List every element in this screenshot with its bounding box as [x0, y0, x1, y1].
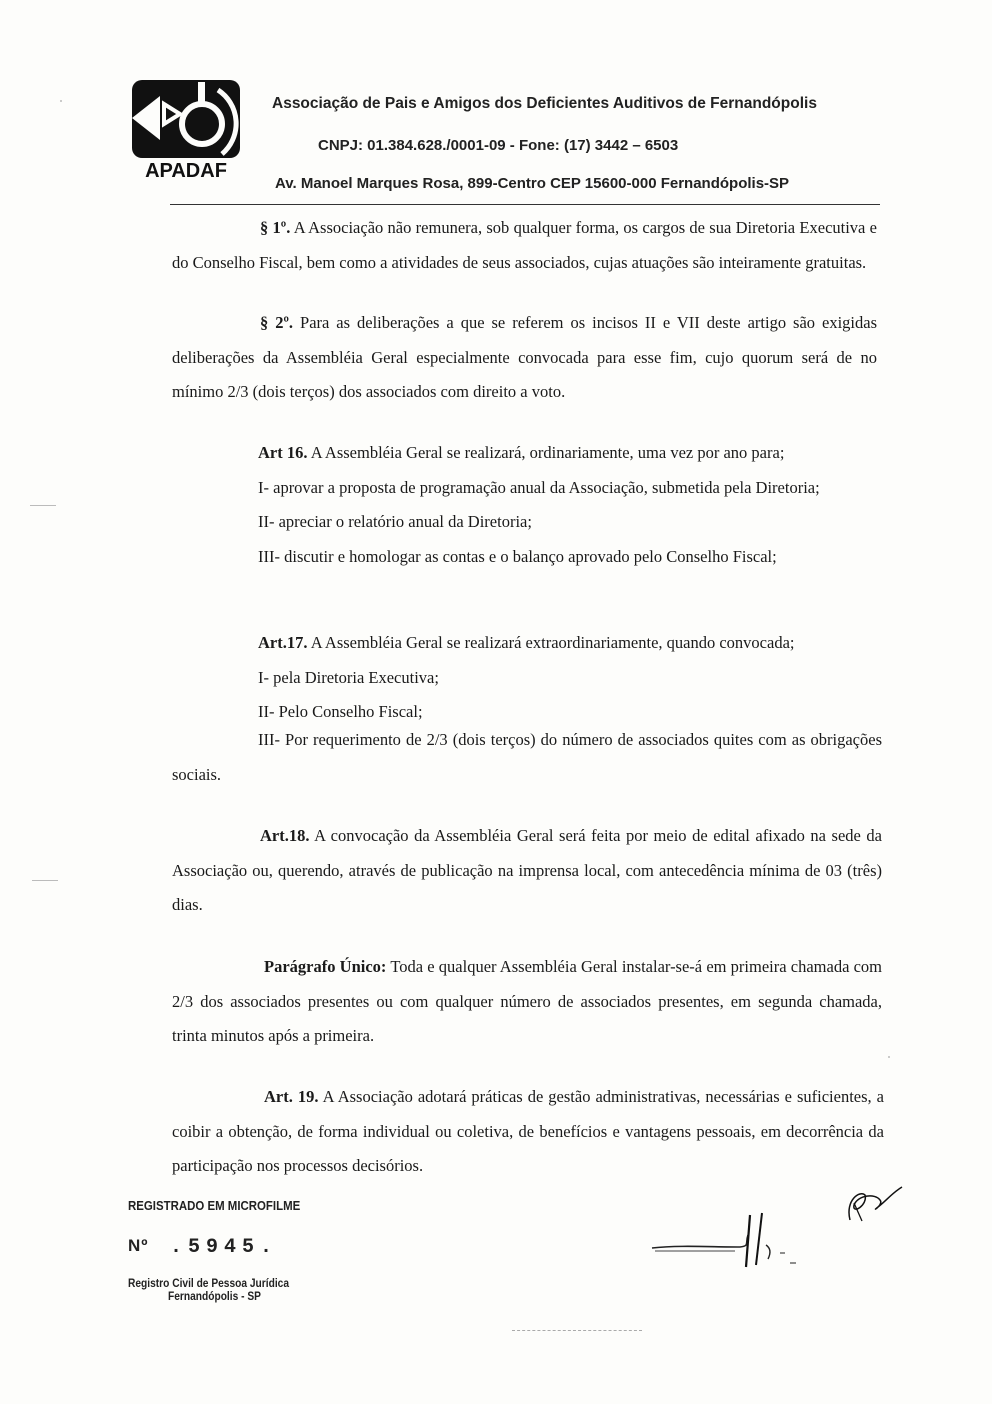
article-16 [258, 436, 883, 574]
stamp-number: .5945. [170, 1236, 279, 1259]
organization-name: Associação de Pais e Amigos dos Deficientes Auditivos de Fernandópolis [272, 95, 817, 112]
paragraph-2: § 2º. Para as deliberações a que se referem os incisos II e VII deste artigo são exigidas deliberações da Assembléia Geral especialmente convocada para esse fim, cujo quorum será de no mínimo 2/3 (dois terços) dos associados com direito a voto. [172, 313, 877, 401]
article-16-item-ii: II- apreciar o relatório anual da Diretoria; [258, 512, 532, 531]
header-divider [170, 204, 880, 205]
scan-mark [30, 505, 56, 506]
scan-mark [32, 880, 58, 881]
stamp-number-label: Nº [128, 1236, 149, 1255]
apadaf-logo [130, 78, 242, 180]
paragrafo-unico: Parágrafo Único: Toda e qualquer Assembléia Geral instalar-se-á em primeira chamada com 2/3 dos associados presentes ou com qualquer número de associados presentes, em segunda chamada, trinta minutos após a primeira. [172, 957, 882, 1045]
article-18: Art.18. A convocação da Assembléia Geral será feita por meio de edital afixado na sede da Associação ou, querendo, através de publicação na imprensa local, com antecedência mínima de 03 (três) dias. [172, 826, 882, 914]
bottom-dashed-line [512, 1330, 642, 1331]
scan-speck [888, 1056, 890, 1058]
article-17-item-ii: II- Pelo Conselho Fiscal; [258, 702, 423, 721]
article-17-heading: Art.17. A Assembléia Geral se realizará extraordinariamente, quando convocada; [258, 633, 795, 652]
svg-text:APADAF: APADAF [145, 160, 227, 180]
signature-mark [640, 1175, 910, 1270]
article-16-heading: Art 16. A Assembléia Geral se realizará, ordinariamente, uma vez por ano para; [258, 443, 785, 462]
cnpj-phone-line: CNPJ: 01.384.628./0001-09 - Fone: (17) 3442 – 6503 [318, 137, 679, 154]
article-17-item-iii: III- Por requerimento de 2/3 (dois terços) do número de associados quites com as obrigações sociais. [172, 730, 882, 784]
article-17 [258, 626, 883, 730]
article-19: Art. 19. A Associação adotará práticas de gestão administrativas, necessárias e suficientes, a coibir a obtenção, de forma individual ou coletiva, de benefícios e vantagens pessoais, em decorrência da participação nos processos decisórios. [172, 1087, 884, 1175]
article-16-item-iii: III- discutir e homologar as contas e o balanço aprovado pelo Conselho Fiscal; [258, 546, 777, 566]
address-line: Av. Manoel Marques Rosa, 899-Centro CEP 15600-000 Fernandópolis-SP [275, 175, 790, 192]
article-16-item-i: I- aprovar a proposta de programação anual da Associação, submetida pela Diretoria; [258, 477, 820, 497]
scan-speck [60, 100, 62, 102]
microfilm-stamp-title: REGISTRADO EM MICROFILME [128, 1198, 301, 1213]
article-17-item-i: I- pela Diretoria Executiva; [258, 667, 439, 687]
registry-office-name: Registro Civil de Pessoa Jurídica [128, 1276, 289, 1290]
paragraph-1: § 1º. A Associação não remunera, sob qualquer forma, os cargos de sua Diretoria Executiva e do Conselho Fiscal, bem como a atividades de seus associados, cujas atuações são inteiramente gratuitas. [172, 218, 877, 272]
registry-office-city: Fernandópolis - SP [168, 1289, 261, 1303]
